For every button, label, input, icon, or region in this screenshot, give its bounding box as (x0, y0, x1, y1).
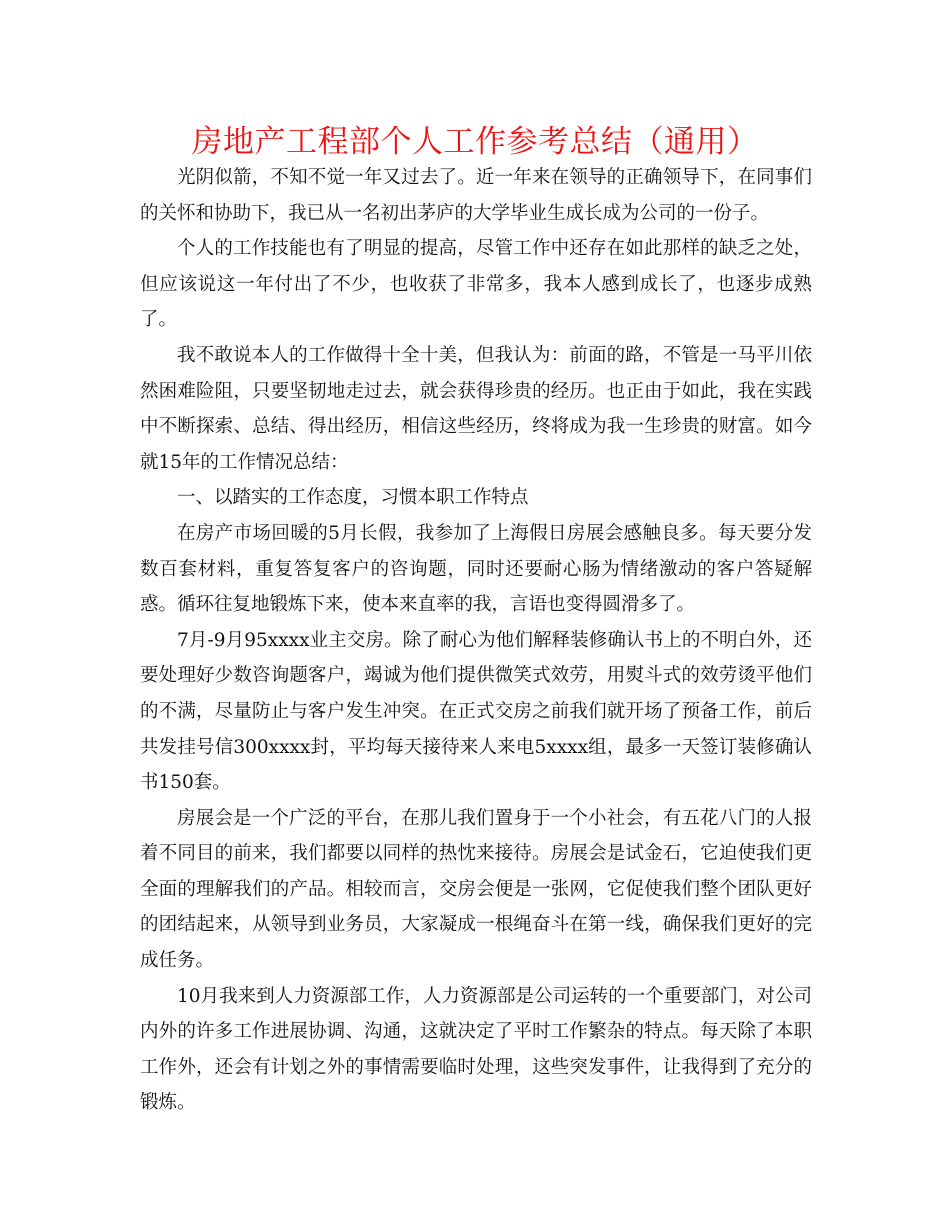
paragraph-5: 7月-9月95xxxx业主交房。除了耐心为他们解释装修确认书上的不明白外，还要处理好少数咨询题客户，竭诚为他们提供微笑式效劳，用熨斗式的效劳烫平他们的不满，尽量防止与客户发生冲突。在正式交房之前我们就开场了预备工作，前后共发挂号信300xxxx封，平均每天接待来人来电5xxxx组，最多一天签订装修确认书150套。 (140, 629, 812, 794)
paragraph-4: 在房产市场回暖的5月长假，我参加了上海假日房展会感触良多。每天要分发数百套材料，重复答复客户的咨询题，同时还要耐心肠为情绪激动的客户答疑解惑。循环往复地锻炼下来，使本来直率的我，言语也变得圆滑多了。 (140, 522, 812, 616)
section-heading: 一、以踏实的工作态度，习惯本职工作特点 (177, 487, 529, 509)
paragraph-1: 光阴似箭，不知不觉一年又过去了。近一年来在领导的正确领导下，在同事们的关怀和协助下，我已从一名初出茅庐的大学毕业生成长成为公司的一份子。 (140, 167, 812, 224)
paragraph-7: 10月我来到人力资源部工作，人力资源部是公司运转的一个重要部门，对公司内外的许多工作进展协调、沟通，这就决定了平时工作繁杂的特点。每天除了本职工作外，还会有计划之外的事情需要临时处理，这些突发事件，让我得到了充分的锻炼。 (140, 985, 812, 1114)
document-body (140, 160, 812, 1121)
paragraph-2: 个人的工作技能也有了明显的提高，尽管工作中还存在如此那样的缺乏之处，但应该说这一年付出了不少，也收获了非常多，我本人感到成长了，也逐步成熟了。 (140, 238, 812, 331)
document-title: 房地产工程部个人工作参考总结（通用） (191, 124, 759, 160)
paragraph-6: 房展会是一个广泛的平台，在那儿我们置身于一个小社会，有五花八门的人报着不同目的前来，我们都要以同样的热忱来接待。房展会是试金石，它迫使我们更全面的理解我们的产品。相较而言，交房会便是一张网，它促使我们整个团队更好的团结起来，从领导到业务员，大家凝成一根绳奋斗在第一线，确保我们更好的完成任务。 (140, 807, 812, 972)
paragraph-3: 我不敢说本人的工作做得十全十美，但我认为：前面的路，不管是一马平川依然困难险阻，只要坚韧地走过去，就会获得珍贵的经历。也正由于如此，我在实践中不断探索、总结、得出经历，相信这些经历，终将成为我一生珍贵的财富。如今就15年的工作情况总结： (140, 344, 812, 473)
